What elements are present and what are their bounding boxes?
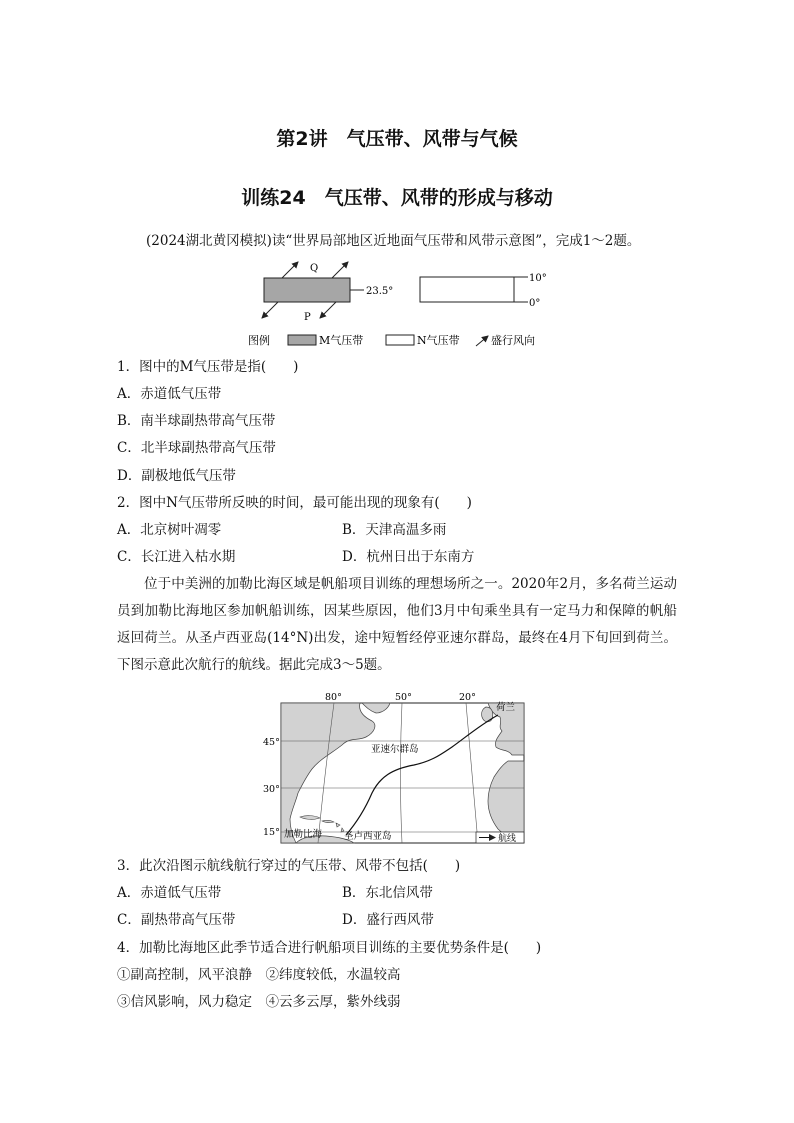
lat-10-label: 10° — [529, 273, 547, 284]
wind-arrow — [262, 302, 278, 318]
lat-23-5-label: 23.5° — [366, 286, 394, 297]
q1-stem: 1．图中的M气压带是指( ) — [117, 359, 299, 375]
q1-option-c: C．北半球副热带高气压带 — [117, 440, 276, 456]
legend-n-swatch — [386, 335, 414, 345]
lat-30-label: 30° — [263, 784, 280, 795]
label-netherlands: 荷兰 — [496, 702, 516, 713]
wind-arrow — [320, 302, 336, 318]
lon-20-label: 20° — [459, 692, 476, 703]
q4-stem: 4．加勒比海地区此季节适合进行帆船项目训练的主要优势条件是( ) — [117, 940, 542, 956]
route-map — [262, 689, 532, 849]
q4-options-1-2: ①副高控制，风平浪静 ②纬度较低，水温较高 — [117, 967, 401, 983]
legend-wind-label: 盛行风向 — [491, 334, 535, 347]
lat-45-label: 45° — [263, 737, 280, 748]
q2-option-a: A．北京树叶凋零 — [117, 522, 222, 538]
n-belt-rect — [420, 277, 514, 302]
section-title: 训练24 气压带、风带的形成与移动 — [241, 187, 553, 209]
q2-option-d: D．杭州日出于东南方 — [342, 549, 475, 565]
label-st-lucia: 圣卢西亚岛 — [344, 831, 392, 842]
q2-option-b: B．天津高温多雨 — [342, 522, 447, 538]
wind-arrow — [282, 262, 298, 278]
map-legend-route-label: 航线 — [498, 834, 517, 844]
q1-option-b: B．南半球副热带高气压带 — [117, 413, 276, 429]
q1-option-a: A．赤道低气压带 — [117, 386, 222, 402]
q2-option-c: C．长江进入枯水期 — [117, 549, 236, 565]
label-caribbean: 加勒比海 — [284, 829, 323, 840]
legend-m-label: M气压带 — [319, 334, 364, 347]
q3-option-a: A．赤道低气压带 — [117, 885, 222, 901]
m-belt-rect — [264, 278, 350, 302]
lat-0-label: 0° — [529, 298, 541, 309]
q3-stem: 3．此次沿图示航线航行穿过的气压带、风带不包括( ) — [117, 858, 461, 874]
q3-option-d: D．盛行西风带 — [342, 912, 434, 928]
intro-text: (2024湖北黄冈模拟)读“世界局部地区近地面气压带和风带示意图”，完成1～2题。 — [146, 233, 641, 249]
lat-15-label: 15° — [263, 827, 280, 838]
q3-option-c: C．副热带高气压带 — [117, 912, 236, 928]
wind-arrow — [332, 262, 348, 278]
legend-wind-arrow — [476, 336, 488, 346]
lon-50-label: 50° — [395, 692, 412, 703]
q3-option-b: B．东北信风带 — [342, 885, 433, 901]
pressure-belt-figure — [240, 257, 560, 352]
page-title: 第2讲 气压带、风带与气候 — [276, 128, 518, 150]
lon-80-label: 80° — [325, 692, 342, 703]
q1-option-d: D．副极地低气压带 — [117, 468, 236, 484]
legend-title: 图例 — [248, 334, 270, 347]
legend-n-label: N气压带 — [417, 334, 460, 347]
label-p: P — [304, 312, 311, 323]
label-azores: 亚速尔群岛 — [371, 744, 419, 755]
legend-m-swatch — [288, 335, 316, 345]
passage-text: 位于中美洲的加勒比海区域是帆船项目训练的理想场所之一。2020年2月，多名荷兰运动员到加勒比海地区参加帆船训练，因某些原因，他们3月中旬乘坐具有一定马力和保障的帆船返回荷兰。从圣卢西亚岛(14°N)出发，途中短暂经停亚速尔群岛，最终在4月下旬回到荷兰。下图示意此次航行的航线。据此完成3～5题。 — [117, 576, 677, 673]
q4-options-3-4: ③信风影响，风力稳定 ④云多云厚，紫外线弱 — [117, 994, 401, 1010]
q2-stem: 2．图中N气压带所反映的时间，最可能出现的现象有( ) — [117, 495, 472, 511]
label-q: Q — [310, 263, 319, 274]
